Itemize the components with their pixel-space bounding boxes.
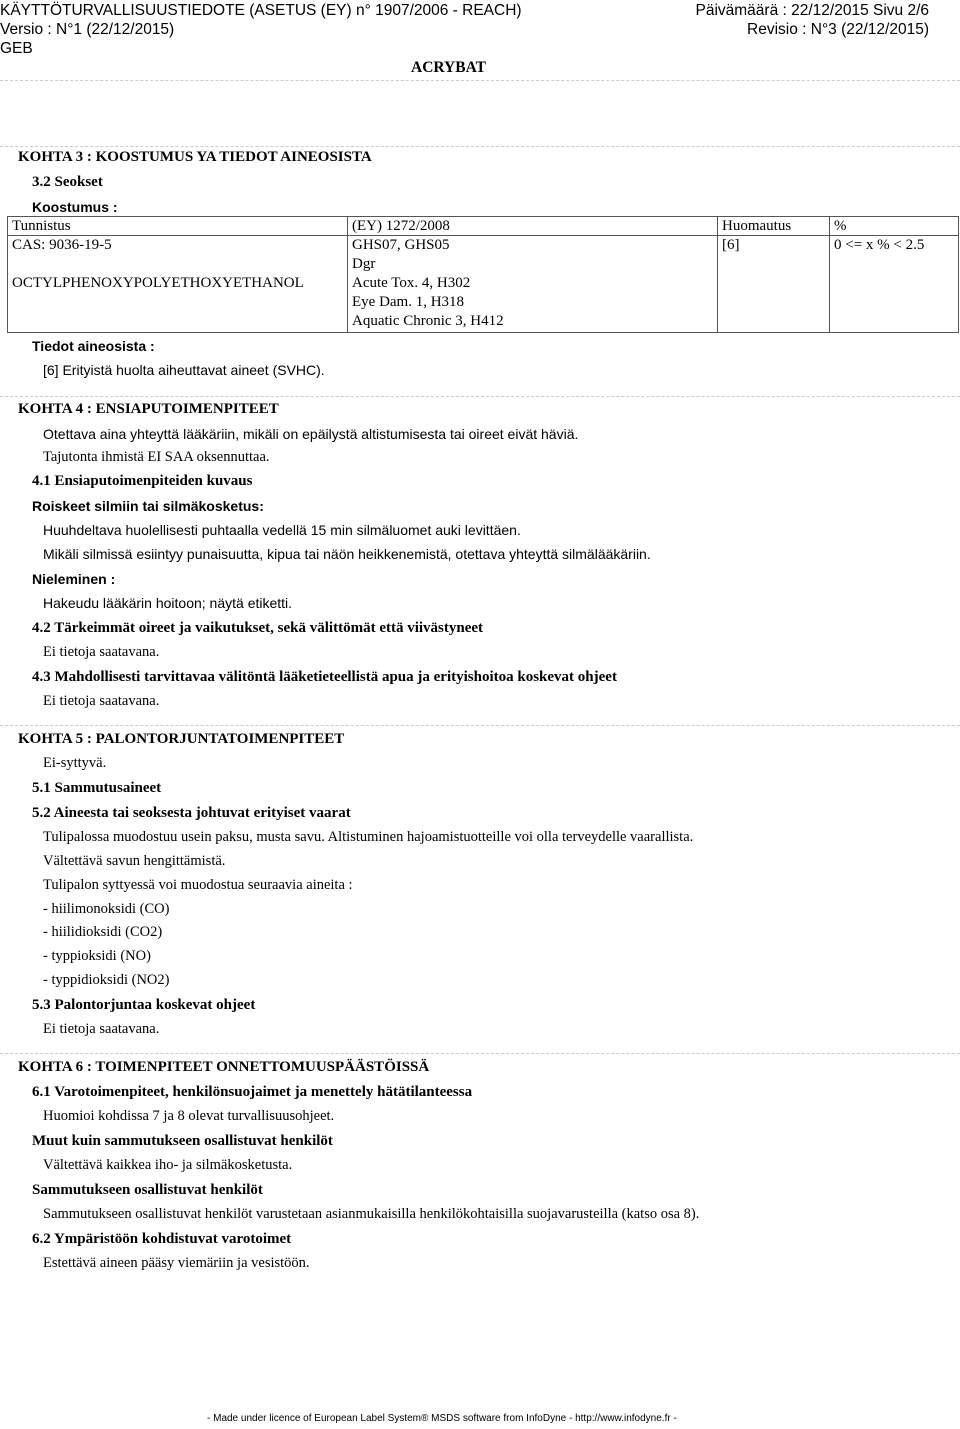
first-aid-intro-1: Otettava aina yhteyttä lääkäriin, mikäli on epäilystä altistumisesta tai oireet eivät häviä. <box>43 426 579 442</box>
subsection-5-3: 5.3 Palontorjuntaa koskevat ohjeet <box>32 997 256 1013</box>
subsection-5-2: 5.2 Aineesta tai seoksesta johtuvat erityiset vaarat <box>32 805 351 821</box>
language-code: GEB <box>0 40 33 57</box>
ingredient-info-text: [6] Erityistä huolta aiheuttavat aineet (SVHC). <box>43 362 325 378</box>
hazard-statement: Aquatic Chronic 3, H412 <box>352 313 504 329</box>
subsection-5-3-text: Ei tietoja saatavana. <box>43 1021 160 1037</box>
subsection-5-1: 5.1 Sammutusaineet <box>32 780 162 796</box>
subsection-6-1: 6.1 Varotoimenpiteet, henkilönsuojaimet ja menettely hätätilanteessa <box>32 1084 473 1100</box>
combustion-product: - typpioksidi (NO) <box>43 948 151 964</box>
date-and-page: Päivämäärä : 22/12/2015 Sivu 2/6 <box>695 2 929 19</box>
fire-hazard-text-1: Tulipalossa muodostuu usein paksu, musta savu. Altistuminen hajoamistuotteille voi olla terveydelle vaarallista. <box>43 829 694 845</box>
version: Versio : N°1 (22/12/2015) <box>0 21 175 38</box>
subsection-3-2: 3.2 Seokset <box>32 174 103 190</box>
footer-license: - Made under licence of European Label System® MSDS software from InfoDyne - http://www.infodyne.fr - <box>207 1413 677 1424</box>
section-divider <box>0 146 960 147</box>
section-5-title: KOHTA 5 : PALONTORJUNTATOIMENPITEET <box>18 731 345 747</box>
hazard-statement: Acute Tox. 4, H302 <box>352 275 471 291</box>
section-divider <box>0 396 960 397</box>
section-6-title: KOHTA 6 : TOIMENPITEET ONNETTOMUUSPÄÄSTÖISSÄ <box>18 1059 430 1075</box>
column-header: Huomautus <box>718 217 830 236</box>
emergency-responders-text: Sammutukseen osallistuvat henkilöt varustetaan asianmukaisilla henkilökohtaisilla suojavarusteilla (katso osa 8). <box>43 1206 700 1222</box>
percent-cell: 0 <= x % < 2.5 <box>830 236 959 333</box>
fire-hazard-text-3: Tulipalon syttyessä voi muodostua seuraavia aineita : <box>43 877 353 893</box>
ghs-pictograms: GHS07, GHS05 <box>352 237 450 253</box>
subsection-6-1-text: Huomioi kohdissa 7 ja 8 olevat turvallisuusohjeet. <box>43 1108 335 1124</box>
substance-name: OCTYLPHENOXYPOLYETHOXYETHANOL <box>12 275 304 291</box>
eye-contact-text-2: Mikäli silmissä esiintyy punaisuutta, kipua tai näön heikkenemistä, otettava yhteyttä silmälääkäriin. <box>43 546 651 562</box>
eye-contact-label: Roiskeet silmiin tai silmäkosketus: <box>32 498 264 514</box>
cas-number: CAS: 9036-19-5 <box>12 237 112 253</box>
subsection-4-3: 4.3 Mahdollisesti tarvittavaa välitöntä lääketieteellistä apua ja erityishoitoa koskevat ohjeet <box>32 669 617 685</box>
subsection-6-2: 6.2 Ympäristöön kohdistuvat varotoimet <box>32 1231 292 1247</box>
eye-contact-text-1: Huuhdeltava huolellisesti puhtaalla vedellä 15 min silmäluomet auki levittäen. <box>43 522 521 538</box>
revision: Revisio : N°3 (22/12/2015) <box>747 21 929 38</box>
product-name: ACRYBAT <box>411 59 486 76</box>
composition-label: Koostumus : <box>32 199 118 215</box>
section-4-title: KOHTA 4 : ENSIAPUTOIMENPITEET <box>18 401 279 417</box>
combustion-product: - hiilidioksidi (CO2) <box>43 924 163 940</box>
classification-cell <box>348 236 718 333</box>
subsection-4-2-text: Ei tietoja saatavana. <box>43 644 160 660</box>
header-divider <box>0 80 960 81</box>
fire-hazard-text-2: Vältettävä savun hengittämistä. <box>43 853 226 869</box>
composition-table <box>7 216 959 333</box>
ingredient-info-label: Tiedot aineosista : <box>32 338 155 354</box>
table-row <box>8 236 959 333</box>
first-aid-intro-2: Tajutonta ihmistä EI SAA oksennuttaa. <box>43 449 270 465</box>
identification-cell <box>8 236 348 333</box>
subsection-6-2-text: Estettävä aineen pääsy viemäriin ja vesistöön. <box>43 1255 310 1271</box>
subsection-4-3-text: Ei tietoja saatavana. <box>43 693 160 709</box>
ingestion-label: Nieleminen : <box>32 571 116 587</box>
section-divider <box>0 725 960 726</box>
combustion-product: - hiilimonoksidi (CO) <box>43 901 170 917</box>
combustion-product: - typpidioksidi (NO2) <box>43 972 170 988</box>
ingestion-text: Hakeudu lääkärin hoitoon; näytä etiketti. <box>43 595 293 611</box>
subsection-4-2: 4.2 Tärkeimmät oireet ja vaikutukset, sekä välittömät että viivästyneet <box>32 620 484 636</box>
non-flammable-text: Ei-syttyvä. <box>43 755 107 771</box>
non-emergency-label: Muut kuin sammutukseen osallistuvat henkilöt <box>32 1133 333 1149</box>
document-title: KÄYTTÖTURVALLISUUSTIEDOTE (ASETUS (EY) n° 1907/2006 - REACH) <box>0 2 522 19</box>
emergency-responders-label: Sammutukseen osallistuvat henkilöt <box>32 1182 263 1198</box>
section-divider <box>0 1053 960 1054</box>
signal-word: Dgr <box>352 256 376 272</box>
column-header: % <box>830 217 959 236</box>
note-cell: [6] <box>718 236 830 333</box>
hazard-statement: Eye Dam. 1, H318 <box>352 294 465 310</box>
non-emergency-text: Vältettävä kaikkea iho- ja silmäkosketusta. <box>43 1157 293 1173</box>
spacer-line <box>12 255 343 274</box>
table-header-row <box>8 217 959 236</box>
subsection-4-1: 4.1 Ensiaputoimenpiteiden kuvaus <box>32 473 253 489</box>
section-3-title: KOHTA 3 : KOOSTUMUS YA TIEDOT AINEOSISTA <box>18 149 372 165</box>
column-header: Tunnistus <box>8 217 348 236</box>
column-header: (EY) 1272/2008 <box>348 217 718 236</box>
